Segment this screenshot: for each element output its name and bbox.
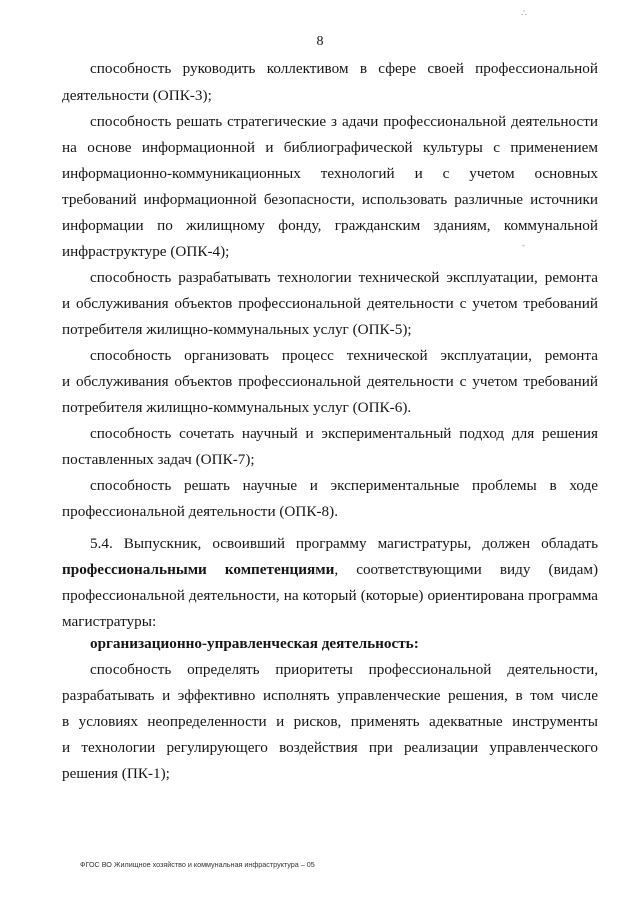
opk4-line-5: информации по жилищному фонду, гражданским зданиям, коммунальной xyxy=(62,217,598,234)
pk1-line-1: способность определять приоритеты профессиональной деятельности, xyxy=(90,661,598,678)
opk4-line-1: способность решать стратегические з адачи профессиональной деятельности xyxy=(90,113,598,130)
section-5-4-bold-term: профессиональными компетенциями xyxy=(62,561,335,578)
section-heading: организационно-управленческая деятельность: xyxy=(90,635,419,652)
opk5-line-3: потребителя жилищно-коммунальных услуг (ОПК-5); xyxy=(62,321,412,338)
opk4-line-4: требований информационной безопасности, использовать различные источники xyxy=(62,191,598,208)
opk8-line-2: профессиональной деятельности (ОПК-8). xyxy=(62,503,339,520)
opk6-line-3: потребителя жилищно-коммунальных услуг (ОПК-6). xyxy=(62,399,412,416)
opk5-line-1: способность разрабатывать технологии технической эксплуатации, ремонта xyxy=(90,269,598,286)
opk8-line-1: способность решать научные и экспериментальные проблемы в ходе xyxy=(90,477,598,494)
section-5-4-paragraph xyxy=(62,531,598,635)
opk5-line-2: и обслуживания объектов профессиональной деятельности с учетом требований xyxy=(62,295,598,312)
section-5-4-text-end: , соответствующими виду (видам) профессиональной деятельности, на который (которые) ориентирована программа магистратуры: xyxy=(62,561,599,630)
opk4-line-2: на основе информационной и библиографической культуры с применением xyxy=(62,139,598,156)
pk1-line-4: и технологии регулирующего воздействия при реализации управленческого xyxy=(62,739,598,756)
page-number: 8 xyxy=(316,34,324,49)
opk4-line-6: инфраструктуре (ОПК-4); xyxy=(62,243,230,260)
section-5-4-text-start: 5.4. Выпускник, освоивший программу магистратуры, должен обладать xyxy=(90,535,598,552)
pk1-line-3: в условиях неопределенности и рисков, применять адекватные инструменты xyxy=(62,713,598,730)
dash-mark: - xyxy=(522,240,525,250)
opk3-line-2: деятельности (ОПК-3); xyxy=(62,87,212,104)
opk7-line-2: поставленных задач (ОПК-7); xyxy=(62,451,255,468)
pk1-line-5: решения (ПК-1); xyxy=(62,765,170,782)
opk7-line-1: способность сочетать научный и экспериментальный подход для решения xyxy=(90,425,598,442)
opk6-line-1: способность организовать процесс технической эксплуатации, ремонта xyxy=(90,347,598,364)
pk1-line-2: разрабатывать и эффективно исполнять управленческие решения, в том числе xyxy=(62,687,598,704)
opk3-line-1: способность руководить коллективом в сфере своей профессиональной xyxy=(90,60,598,77)
corner-mark: ∴ xyxy=(521,8,527,18)
footer-text: ФГОС ВО Жилищное хозяйство и коммунальная инфраструктура – 05 xyxy=(80,860,315,869)
opk4-line-3: информационно-коммуникационных технологий и с учетом основных xyxy=(62,165,598,182)
opk6-line-2: и обслуживания объектов профессиональной деятельности с учетом требований xyxy=(62,373,598,390)
